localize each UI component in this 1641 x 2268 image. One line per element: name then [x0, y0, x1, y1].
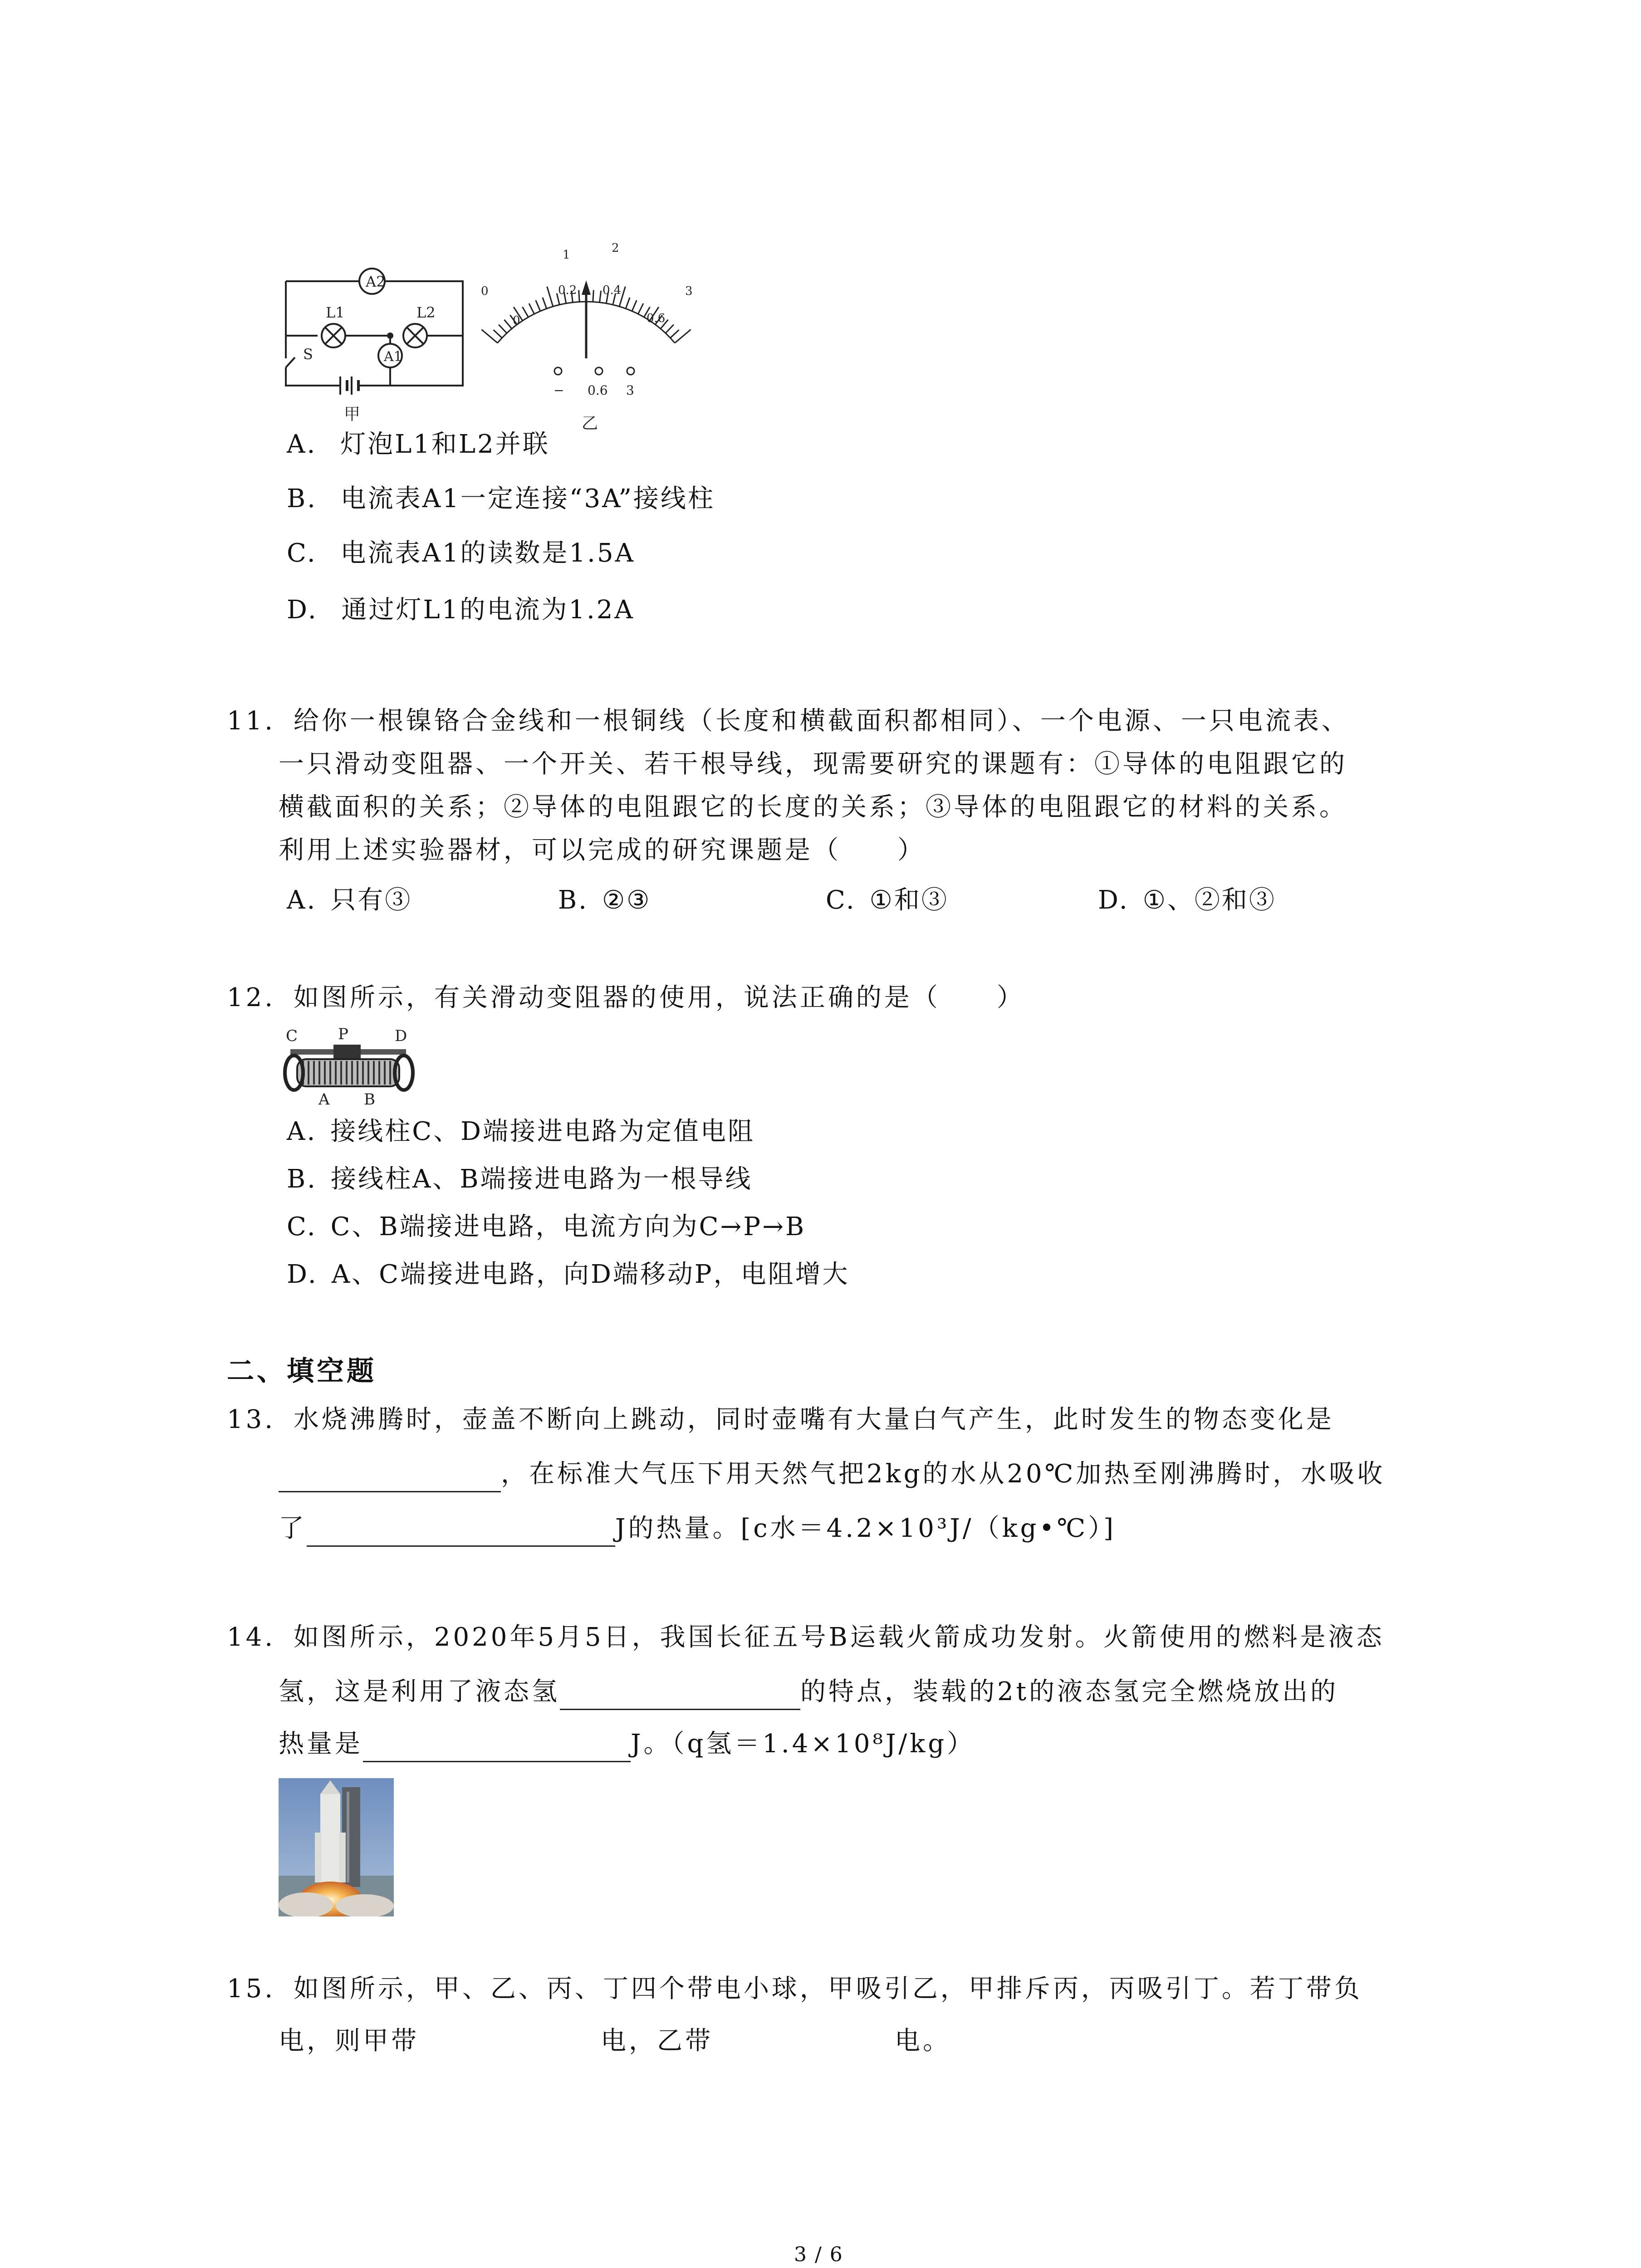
upper-scale-3: 3	[685, 284, 693, 298]
a1-label: A1	[384, 349, 402, 365]
option-text: 接线柱C、D端接进电路为定值电阻	[330, 1117, 755, 1146]
meter-caption: 乙	[582, 414, 598, 431]
option-text: ①和③	[869, 885, 949, 915]
option-text: 接线柱A、B端接进电路为一根导线	[330, 1164, 753, 1194]
question-number: 11.	[227, 706, 276, 736]
question-text: 热量是	[279, 1729, 363, 1759]
q12-option-a	[287, 1114, 755, 1150]
question-text: 给你一根镍铬合金线和一根铜线（长度和横截面积都相同）、一个电源、一只电流表、	[293, 706, 1350, 736]
dial-tick	[632, 300, 637, 311]
option-text: 灯泡L1和L2并联	[340, 430, 550, 459]
option-letter: D.	[287, 1260, 318, 1289]
option-text: C、B端接进电路，电流方向为C→P→B	[330, 1212, 806, 1242]
dial-tick	[638, 303, 643, 314]
dial-tick	[666, 325, 674, 333]
terminal-b-label: B	[364, 1090, 375, 1109]
option-text: ②③	[602, 885, 652, 915]
circuit-caption: 甲	[344, 405, 361, 424]
question-text: 了	[279, 1514, 307, 1543]
q11-line-3	[279, 789, 1347, 826]
terminal-06: 0.6	[588, 383, 608, 398]
question-text: 电，则甲带	[279, 2026, 419, 2056]
circuit-diagram	[272, 245, 472, 426]
slider-p-label: P	[338, 1025, 348, 1043]
option-letter: C.	[826, 885, 856, 915]
ammeter-dial	[467, 227, 721, 431]
question-text: 一只滑动变阻器、一个开关、若干根导线，现需要研究的课题有：①导体的电阻跟它的	[279, 749, 1347, 779]
question-text: 氢，这是利用了液态氢	[279, 1677, 560, 1706]
rocket-launch-photo	[279, 1778, 394, 1916]
l1-label: L1	[326, 304, 345, 321]
dial-tick	[504, 320, 512, 329]
option-text: 电流表A1的读数是1.5A	[340, 538, 636, 568]
dial-tick	[499, 325, 507, 333]
option-letter: B.	[287, 1164, 317, 1194]
q11-option-d	[1098, 882, 1276, 919]
dial-tick	[593, 290, 594, 302]
a2-label: A2	[366, 273, 386, 290]
option-text: ①、②和③	[1142, 885, 1276, 915]
lower-scale-0: 0	[513, 314, 520, 327]
question-text: 横截面积的关系；②导体的电阻跟它的长度的关系；③导体的电阻跟它的材料的关系。	[279, 792, 1347, 822]
terminal-c-label: C	[286, 1027, 298, 1045]
answer-blank-2[interactable]	[307, 1518, 615, 1547]
answer-blank-3[interactable]	[560, 1681, 800, 1710]
terminal-d-label: D	[395, 1027, 407, 1045]
section-heading: 二、填空题	[227, 1355, 377, 1387]
question-text: ，在标准大气压下用天然气把2kg的水从20℃加热至刚沸腾时，水吸收	[501, 1459, 1386, 1489]
question-text: 的特点，装载的2t的液态氢完全燃烧放出的	[800, 1677, 1339, 1706]
lower-scale-06: 0.6	[647, 312, 666, 325]
dial-tick	[543, 298, 547, 308]
q11-line-1	[227, 703, 1350, 739]
q14-line-2	[279, 1674, 1338, 1710]
dial-tick	[529, 303, 534, 314]
q12-stem	[227, 980, 1025, 1016]
q13-line-2	[279, 1456, 1385, 1492]
question-text: J。（q氢＝1.4×10⁸J/kg）	[631, 1729, 975, 1759]
question-number: 12.	[227, 983, 276, 1012]
q11-option-a	[287, 882, 412, 919]
dial-tick	[579, 290, 580, 302]
option-letter: A.	[287, 885, 317, 915]
upper-scale-1: 1	[563, 248, 570, 262]
q12-option-d	[287, 1256, 850, 1293]
q12-option-c	[287, 1209, 806, 1245]
terminal-a-label: A	[318, 1090, 330, 1109]
option-letter: C.	[287, 538, 317, 568]
question-text: 水烧沸腾时，壶盖不断向上跳动，同时壶嘴有大量白气产生，此时发生的物态变化是	[293, 1405, 1334, 1434]
option-letter: C.	[287, 1212, 317, 1242]
dial-tick	[494, 330, 502, 338]
q11-line-2	[279, 746, 1347, 782]
q15-line-2	[279, 2023, 951, 2059]
option-letter: B.	[558, 885, 588, 915]
upper-scale-0: 0	[481, 284, 489, 298]
option-letter: A.	[287, 430, 317, 459]
question-text: 如图所示，2020年5月5日，我国长征五号B运载火箭成功发射。火箭使用的燃料是液态	[293, 1623, 1385, 1652]
question-text: J的热量。[c水＝4.2×10³J/（kg•℃）]	[615, 1514, 1116, 1543]
dial-tick	[523, 307, 529, 318]
dial-tick	[600, 291, 601, 303]
option-text: 通过灯L1的电流为1.2A	[341, 595, 635, 625]
question-text: 电，乙带	[601, 2026, 713, 2056]
q14-line-3	[279, 1726, 975, 1762]
q11-line-4	[279, 832, 926, 869]
option-letter: B.	[287, 484, 317, 513]
q10-option-c	[287, 535, 635, 572]
dial-tick	[536, 300, 540, 311]
dial-tick	[670, 330, 679, 338]
question-text: 如图所示，甲、乙、丙、丁四个带电小球，甲吸引乙，甲排斥丙，丙吸引丁。若丁带负	[293, 1974, 1362, 2004]
terminal-minus: −	[554, 383, 564, 398]
option-text: A、C端接进电路，向D端移动P，电阻增大	[331, 1260, 850, 1289]
q10-option-b	[287, 481, 715, 517]
option-letter: D.	[1098, 885, 1129, 915]
upper-scale-2: 2	[612, 241, 619, 255]
lower-scale-04: 0.4	[603, 284, 622, 297]
q14-line-1	[227, 1619, 1385, 1656]
dial-tick	[626, 298, 630, 308]
question-text: 利用上述实验器材，可以完成的研究课题是（ ）	[279, 836, 926, 865]
option-letter: D.	[287, 595, 318, 625]
option-letter: A.	[287, 1117, 317, 1146]
q13-line-1	[227, 1402, 1334, 1438]
terminal-3: 3	[626, 383, 634, 398]
answer-blank-1[interactable]	[279, 1464, 501, 1492]
answer-blank-4[interactable]	[363, 1734, 631, 1762]
dial-tick	[547, 287, 553, 307]
q11-option-c	[826, 882, 949, 919]
page-number: 3 / 6	[794, 2243, 843, 2266]
switch-label: S	[303, 346, 313, 363]
q15-line-1	[227, 1971, 1362, 2007]
rheostat-figure	[281, 1023, 417, 1109]
question-text: 电。	[895, 2026, 951, 2056]
option-text: 电流表A1一定连接“3A”接线柱	[340, 484, 715, 513]
question-number: 14.	[227, 1623, 276, 1652]
q10-option-d	[287, 592, 635, 628]
question-number: 15.	[227, 1974, 276, 2004]
question-number: 13.	[227, 1405, 276, 1434]
l2-label: L2	[416, 304, 436, 321]
option-text: 只有③	[330, 885, 412, 915]
q10-option-a	[287, 426, 550, 463]
lower-scale-02: 0.2	[558, 284, 577, 297]
q13-line-3	[279, 1510, 1116, 1547]
q12-option-b	[287, 1161, 753, 1198]
q11-option-b	[558, 882, 651, 919]
question-text: 如图所示，有关滑动变阻器的使用，说法正确的是（ ）	[293, 983, 1025, 1012]
